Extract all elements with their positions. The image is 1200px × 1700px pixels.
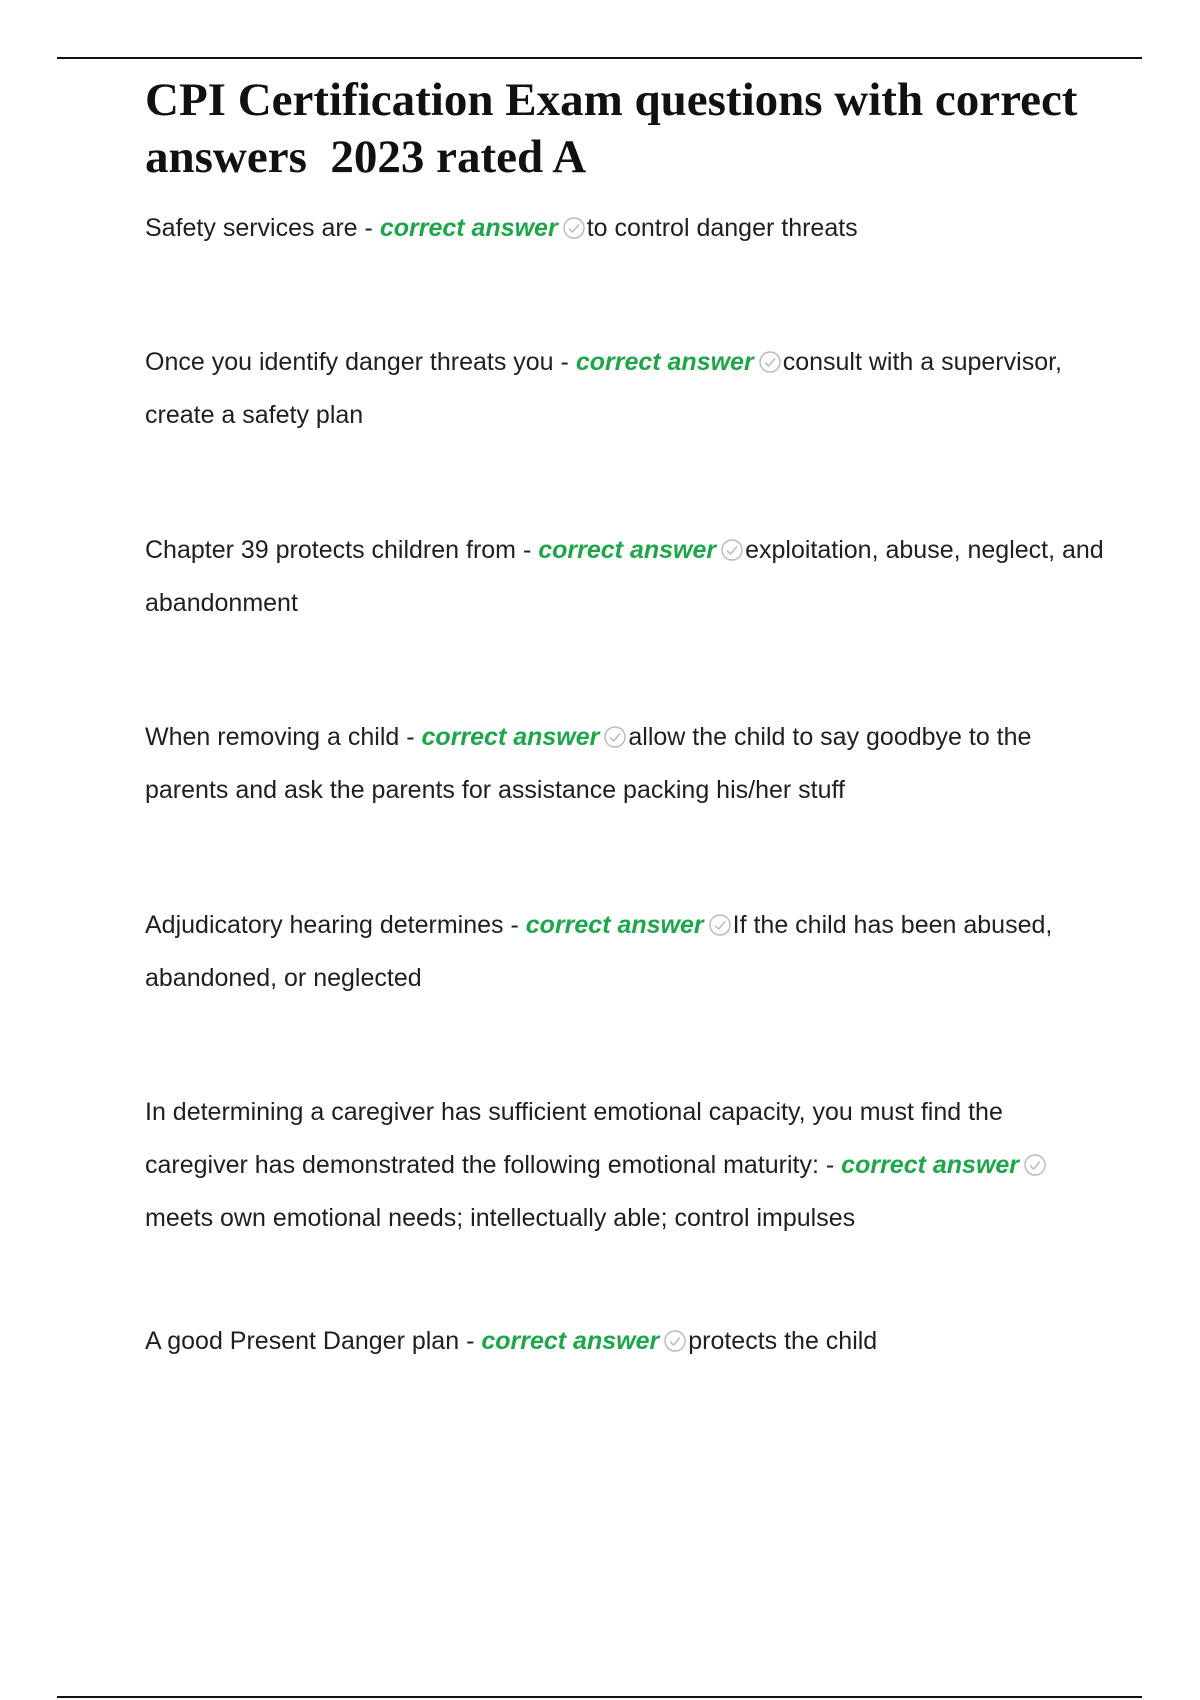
check-circle-icon — [758, 350, 782, 374]
correct-answer-label: correct answer — [525, 911, 704, 939]
question-text: In determining a caregiver has sufficient emotional capacity, you must find the caregiver has demonstrated the following emotional maturity: — [145, 1098, 1003, 1179]
qa-item — [145, 711, 1105, 817]
answer-text: consult with a supervisor, create a safety plan — [145, 348, 1062, 429]
bottom-rule — [57, 1696, 1142, 1698]
qa-item — [145, 1315, 1105, 1368]
check-circle-icon — [603, 725, 627, 749]
correct-answer-label: correct answer — [841, 1151, 1020, 1179]
document-title: CPI Certification Exam questions with correct answers 2023 rated A — [145, 74, 1090, 183]
top-rule — [57, 57, 1142, 59]
answer-text: If the child has been abused, abandoned, or neglected — [145, 911, 1053, 992]
check-circle-icon — [720, 538, 744, 562]
question-text: Chapter 39 protects children from — [145, 536, 517, 564]
correct-answer-label: correct answer — [538, 536, 717, 564]
answer-text: protects the child — [688, 1327, 878, 1355]
separator: - — [399, 723, 422, 751]
qa-item — [145, 202, 1105, 255]
question-text: Adjudicatory hearing determines — [145, 911, 504, 939]
correct-answer-label: correct answer — [481, 1327, 660, 1355]
qa-item — [145, 1086, 1105, 1245]
answer-text: to control danger threats — [586, 214, 858, 242]
check-circle-icon — [708, 913, 732, 937]
qa-item — [145, 336, 1105, 442]
answer-text: allow the child to say goodbye to the parents and ask the parents for assistance packing his/her stuff — [145, 723, 1032, 804]
check-circle-icon — [663, 1329, 687, 1353]
question-text: Once you identify danger threats you — [145, 348, 554, 376]
separator: - — [818, 1151, 842, 1179]
check-circle-icon — [1023, 1153, 1047, 1177]
question-text: Safety services are — [145, 214, 358, 242]
check-circle-icon — [562, 216, 586, 240]
separator: - — [357, 214, 380, 242]
separator: - — [503, 911, 526, 939]
separator: - — [459, 1327, 482, 1355]
answer-text: meets own emotional needs; intellectually able; control impulses — [145, 1204, 856, 1232]
correct-answer-label: correct answer — [379, 214, 558, 242]
document-body — [145, 72, 1105, 1355]
separator: - — [516, 536, 539, 564]
question-text: A good Present Danger plan — [145, 1327, 460, 1355]
question-text: When removing a child — [145, 723, 400, 751]
answer-text: exploitation, abuse, neglect, and abandonment — [145, 536, 1104, 617]
correct-answer-label: correct answer — [575, 348, 754, 376]
qa-item — [145, 899, 1105, 1005]
separator: - — [553, 348, 576, 376]
correct-answer-label: correct answer — [421, 723, 600, 751]
qa-item — [145, 524, 1105, 630]
